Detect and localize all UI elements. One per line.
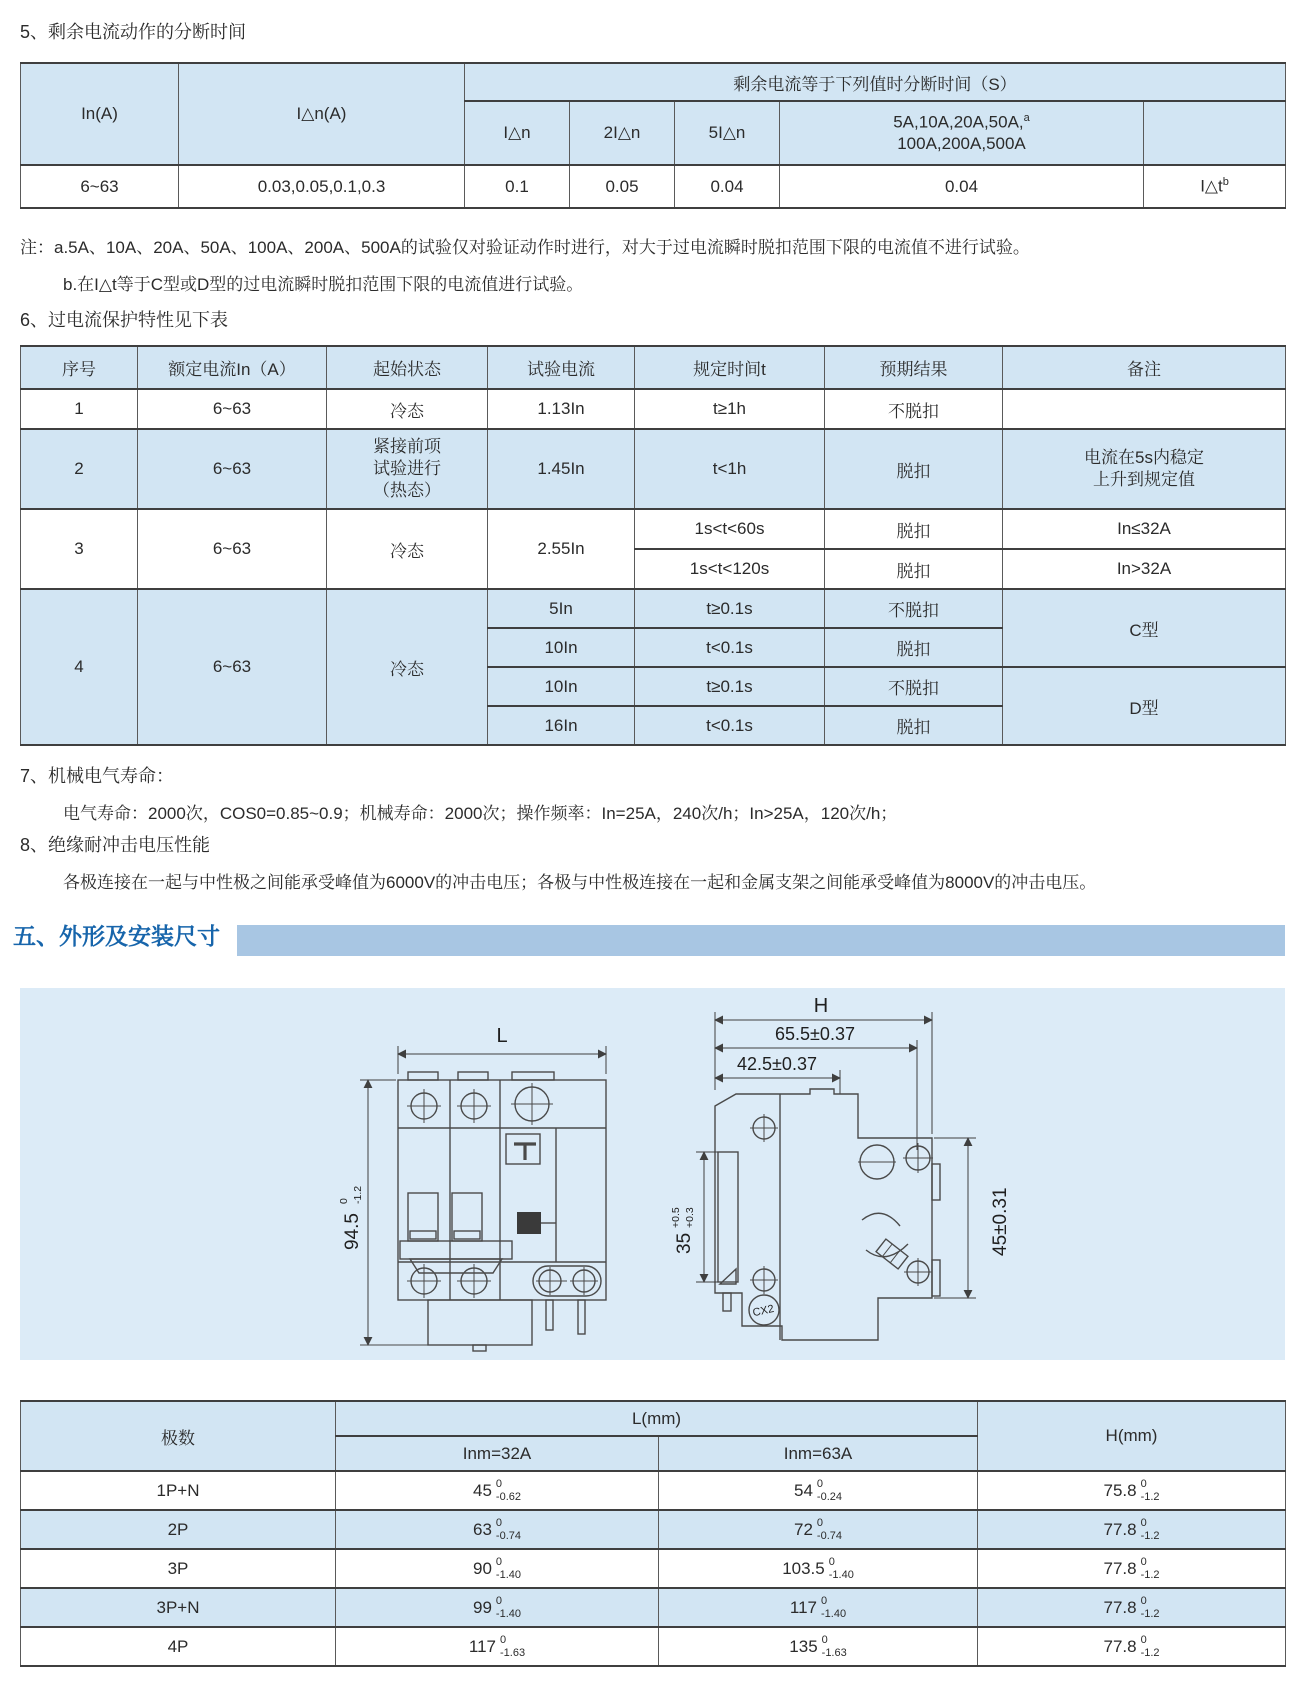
cell-t-amp: 0.04 [780,165,1144,208]
cell-h: 77.8 0 -1.2 [978,1627,1286,1666]
table-row [21,165,1286,208]
cell-idn-values: 0.03,0.05,0.1,0.3 [179,165,465,208]
section5-title: 5、剩余电流动作的分断时间 [20,22,247,42]
col-header-in: In(A) [21,63,179,165]
dimensions-section-title: 五、外形及安装尺寸 [13,923,220,949]
cell-t-5idn: 0.04 [675,165,780,208]
cell-seq: 1 [21,389,138,429]
cell-specified-time: t≥1h [635,389,825,429]
cell-remark: In>32A [1003,549,1286,589]
screw-icon [407,1264,601,1298]
cell-expected-result: 不脱扣 [825,389,1003,429]
cell-h: 77.8 0 -1.2 [978,1549,1286,1588]
header-specified-time: 规定时间t [635,346,825,389]
cell-t-1idn: 0.1 [465,165,570,208]
section8-body: 各极连接在一起与中性极之间能承受峰值为6000V的冲击电压；各极与中性极连接在一起和金属支架之间能承受峰值为8000V的冲击电压。 [63,873,1097,892]
cell-remark-type-c: C型 [1003,589,1286,667]
dimension-drawing-panel [20,988,1285,1360]
table-row [21,1588,1286,1627]
svg-text:45±0.31: 45±0.31 [990,1187,1011,1256]
cell-l32: 117 0 -1.63 [336,1627,659,1666]
cell-remark-type-d: D型 [1003,667,1286,745]
cell-specified-time: t<0.1s [635,628,825,667]
subcol-header-5idn: 5I△n [675,101,780,165]
header-test-current: 试验电流 [488,346,635,389]
table-row [21,1549,1286,1588]
dim-label-L: L [496,1025,508,1047]
state-line2: 试验进行 [373,458,441,478]
side-view-drawing [670,995,1011,1340]
cell-l32: 45 0 -0.62 [336,1471,659,1510]
cell-h: 77.8 0 -1.2 [978,1588,1286,1627]
cell-initial-state [327,429,488,509]
amp-list-line2: 100A,200A,500A [897,134,1026,154]
cell-idt [1144,165,1286,208]
cell-specified-time: t<0.1s [635,706,825,745]
cell-l32: 90 0 -1.40 [336,1549,659,1588]
col-header-idn: I△n(A) [179,63,465,165]
section8-title: 8、绝缘耐冲击电压性能 [20,835,211,855]
table-row [21,429,1286,509]
dim-label-45 [990,1187,1011,1256]
test-button [517,1212,541,1234]
cell-initial-state: 冷态 [327,589,488,745]
svg-text:+0.5: +0.5 [670,1207,682,1228]
cell-specified-time: 1s<t<120s [635,549,825,589]
table-row [21,589,1286,628]
cell-specified-time: 1s<t<60s [635,509,825,549]
section7-title: 7、机械电气寿命： [20,766,175,786]
subcol-header-1idn: I△n [465,101,570,165]
table-row [21,389,1286,429]
remark-line2: 上升到规定值 [1093,470,1195,489]
header-initial-state: 起始状态 [327,346,488,389]
overcurrent-protection-table [20,345,1286,746]
svg-text:35: 35 [674,1232,695,1254]
header-rated-current: 额定电流In（A） [138,346,327,389]
cell-rated-current: 6~63 [138,389,327,429]
amp-list-line1: 5A,10A,20A,50A, [893,112,1024,132]
cell-expected-result: 脱扣 [825,549,1003,589]
cell-expected-result: 不脱扣 [825,589,1003,628]
svg-text:94.5: 94.5 [342,1213,363,1250]
cell-expected-result: 脱扣 [825,628,1003,667]
table-row [21,1471,1286,1510]
subcol-header-empty [1144,101,1286,165]
dim-label-945 [338,1186,364,1250]
table-row [21,1510,1286,1549]
cell-l63: 117 0 -1.40 [659,1588,978,1627]
table-row [21,1627,1286,1666]
section6-title: 6、过电流保护特性见下表 [20,310,229,330]
cell-rated-current: 6~63 [138,429,327,509]
cell-test-current: 2.55In [488,509,635,589]
cell-seq: 4 [21,589,138,745]
span-header-breaking-time: 剩余电流等于下列值时分断时间（S） [465,63,1286,101]
cell-pole: 2P [21,1510,336,1549]
svg-text:-1.2: -1.2 [352,1185,364,1204]
cell-pole: 3P+N [21,1588,336,1627]
dim-label-655: 65.5±0.37 [775,1024,855,1044]
cell-specified-time: t≥0.1s [635,589,825,628]
cell-test-current: 1.13In [488,389,635,429]
dim-label-35 [670,1207,696,1254]
header-expected-result: 预期结果 [825,346,1003,389]
brand-badge [749,1295,779,1325]
cell-remark [1003,389,1286,429]
cell-test-current: 1.45In [488,429,635,509]
header-L: L(mm) [336,1401,978,1436]
side-profile-outline [715,1089,932,1340]
note-b: b.在I△t等于C型或D型的过电流瞬时脱扣范围下限的电流值进行试验。 [63,275,584,294]
table-row [21,509,1286,549]
svg-text:0: 0 [338,1198,350,1204]
cell-seq: 3 [21,509,138,589]
dim-label-425: 42.5±0.37 [737,1054,817,1074]
t-mark-icon [514,1144,536,1160]
cell-remark [1003,429,1286,509]
header-inm32: Inm=32A [336,1436,659,1471]
table-header-row [21,346,1286,389]
cell-pole: 1P+N [21,1471,336,1510]
state-line3: （热态） [373,481,441,501]
cell-initial-state: 冷态 [327,509,488,589]
remark-line1: 电流在5s内稳定 [1084,447,1204,467]
section-title-bar [237,925,1285,956]
cell-remark: In≤32A [1003,509,1286,549]
cell-in-range: 6~63 [21,165,179,208]
cell-expected-result: 脱扣 [825,429,1003,509]
cell-l63: 72 0 -0.74 [659,1510,978,1549]
cell-seq: 2 [21,429,138,509]
cell-test-current: 10In [488,667,635,706]
cell-test-current: 5In [488,589,635,628]
cell-rated-current: 6~63 [138,589,327,745]
din-clip [862,1213,908,1269]
amp-list-sup: a [1023,111,1030,124]
svg-text:+0.3: +0.3 [684,1207,696,1228]
state-line1: 紧接前项 [373,436,441,456]
cell-pole: 4P [21,1627,336,1666]
table-row [21,63,1286,101]
cell-expected-result: 脱扣 [825,509,1003,549]
toggle-handles [400,1193,512,1273]
dim-label-H: H [813,995,829,1017]
section7-body: 电气寿命：2000次，COS0=0.85~0.9；机械寿命：2000次；操作频率：In=25A，240次/h；In>25A，120次/h； [63,804,898,823]
cell-l32: 63 0 -0.74 [336,1510,659,1549]
cell-expected-result: 脱扣 [825,706,1003,745]
subcol-header-2idn: 2I△n [570,101,675,165]
cell-test-current: 16In [488,706,635,745]
note-a: 注：a.5A、10A、20A、50A、100A、200A、500A的试验仅对验证动作时进行，对大于过电流瞬时脱扣范围下限的电流值不进行试验。 [20,238,1030,257]
cell-specified-time: t≥0.1s [635,667,825,706]
header-seq: 序号 [21,346,138,389]
cell-l63: 135 0 -1.63 [659,1627,978,1666]
pole-dimensions-table [20,1400,1286,1667]
cell-l32: 99 0 -1.40 [336,1588,659,1627]
svg-text:CX2: CX2 [751,1302,776,1320]
header-poles: 极数 [21,1401,336,1471]
residual-current-breaking-time-table [20,62,1286,209]
header-inm63: Inm=63A [659,1436,978,1471]
cell-l63: 54 0 -0.24 [659,1471,978,1510]
cell-pole: 3P [21,1549,336,1588]
cell-h: 75.8 0 -1.2 [978,1471,1286,1510]
cell-h: 77.8 0 -1.2 [978,1510,1286,1549]
breaker-body-outline [398,1080,606,1300]
table-header-row [21,1401,1286,1436]
cell-t-2idn: 0.05 [570,165,675,208]
cell-l63: 103.5 0 -1.40 [659,1549,978,1588]
cell-initial-state: 冷态 [327,389,488,429]
cell-rated-current: 6~63 [138,509,327,589]
cell-specified-time: t<1h [635,429,825,509]
cell-test-current: 10In [488,628,635,667]
idt-sup: b [1222,176,1229,189]
screw-icon [407,1083,553,1125]
front-view-drawing [338,1025,606,1351]
subcol-header-amp-list [780,101,1144,165]
cell-expected-result: 不脱扣 [825,667,1003,706]
header-remark: 备注 [1003,346,1286,389]
screw-icon [750,1114,933,1294]
dimension-drawings [20,988,1285,1360]
header-H: H(mm) [978,1401,1286,1471]
idt-label: I△t [1200,176,1223,196]
